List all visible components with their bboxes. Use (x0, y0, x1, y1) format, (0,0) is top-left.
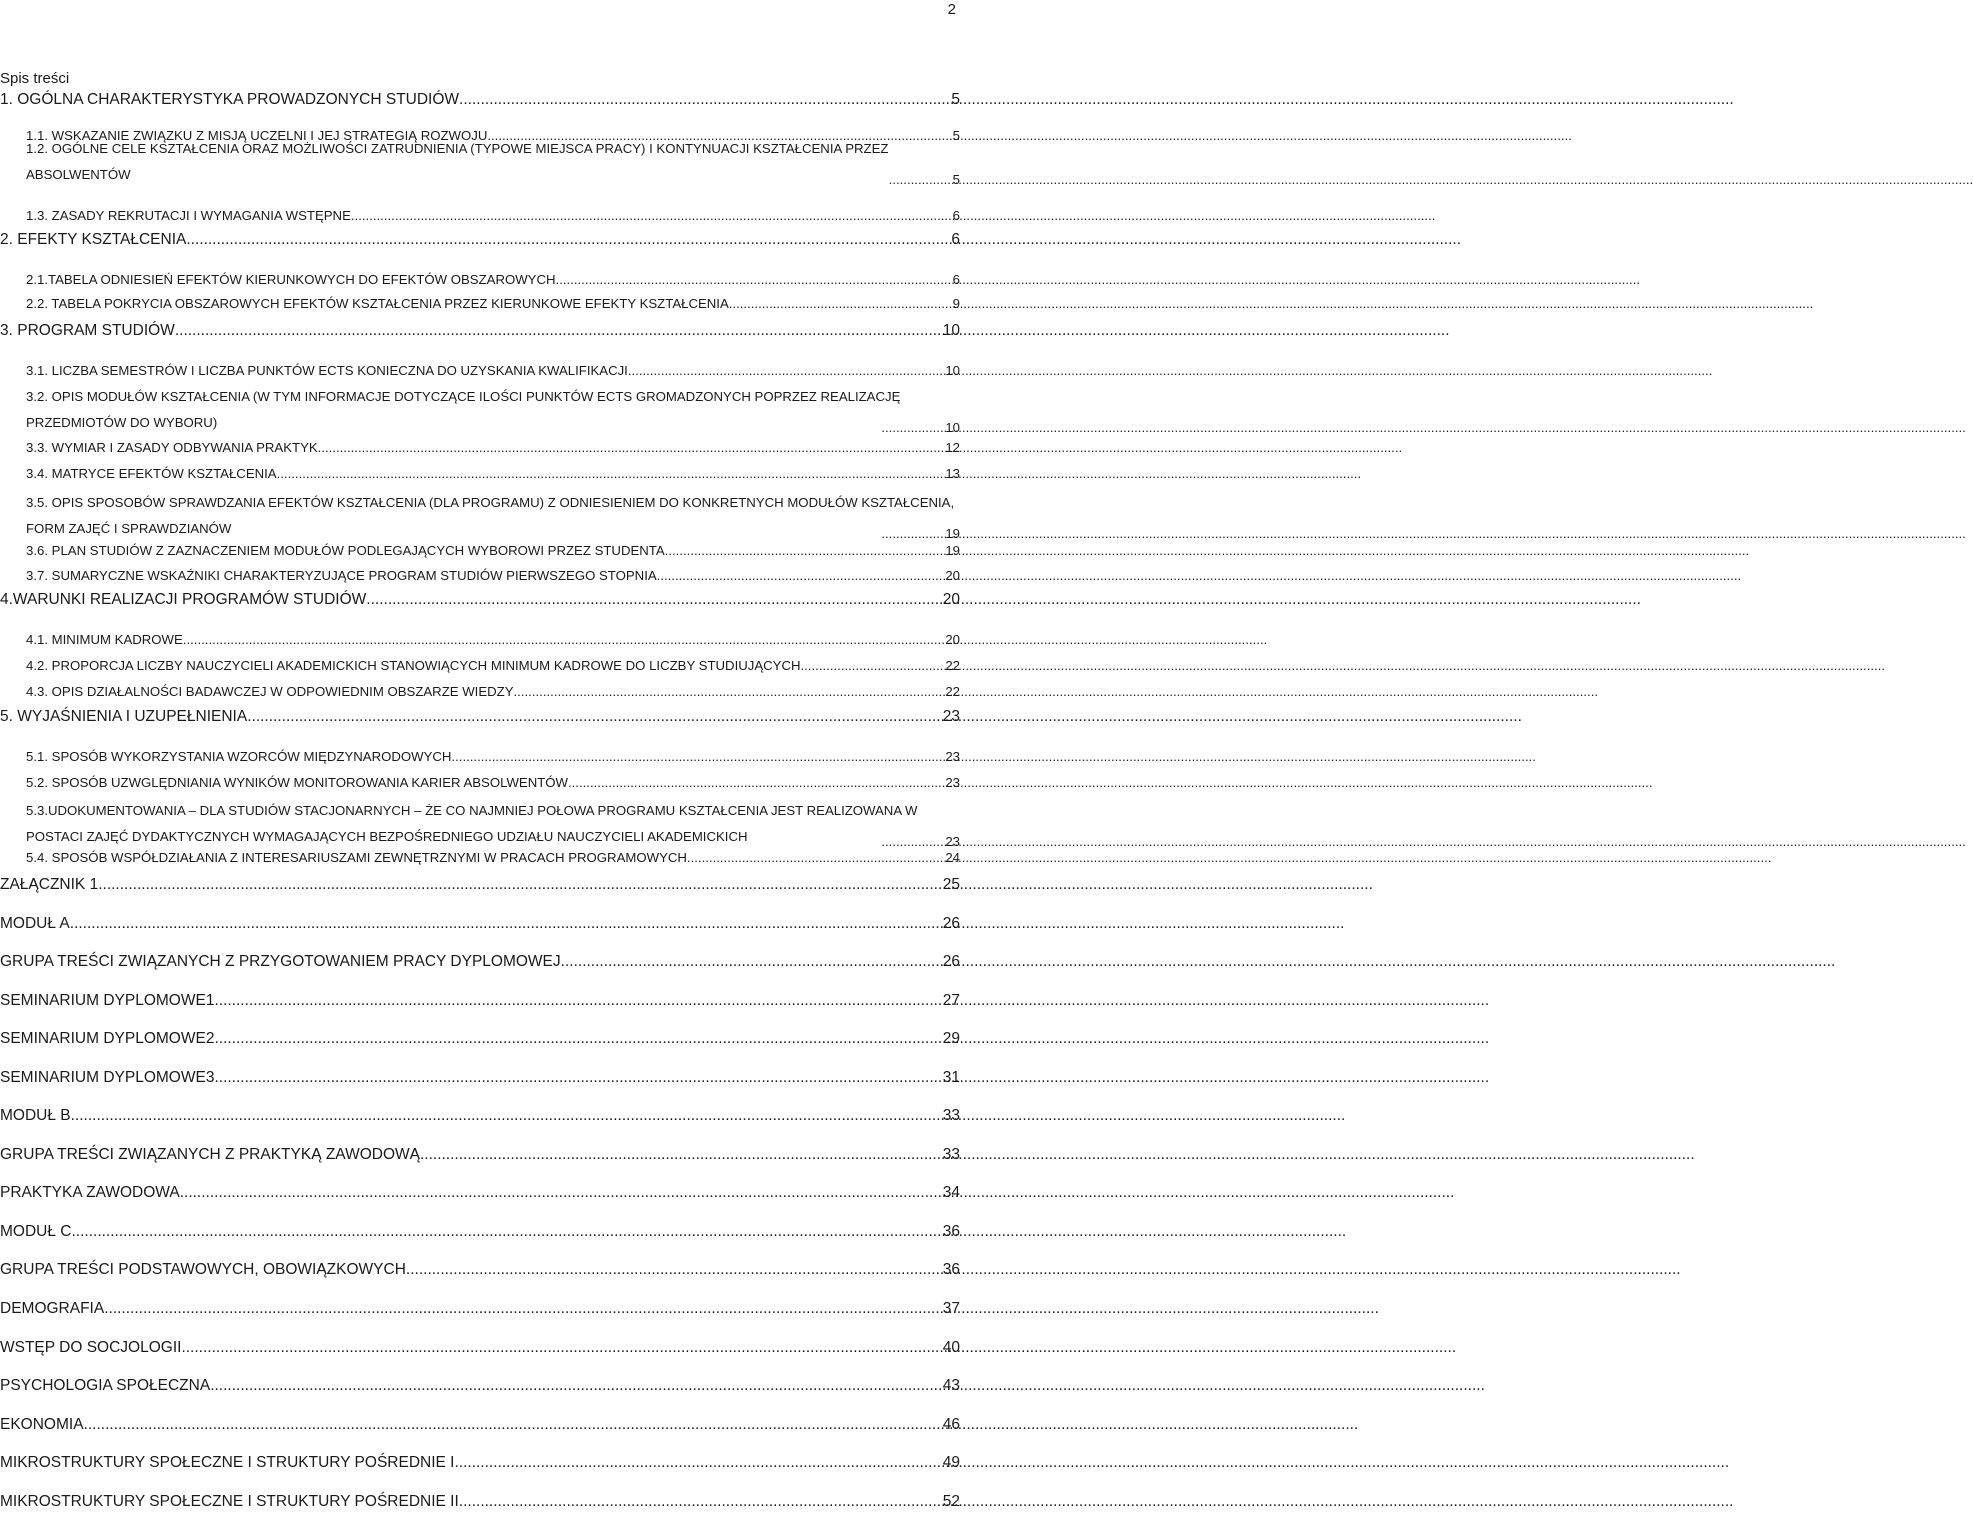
dot-leader (657, 566, 942, 586)
toc-entry-title: 3.4. MATRYCE EFEKTÓW KSZTAŁCENIA (26, 466, 277, 481)
toc-entry[interactable] (26, 136, 960, 188)
toc-entry-title: MIKROSTRUKTURY SPOŁECZNE I STRUKTURY POŚREDNIE II (0, 1493, 459, 1510)
toc-entry-page: 37 (942, 1300, 960, 1317)
toc-entry-title: 3.3. WYMIAR I ZASADY ODBYWANIA PRAKTYK (26, 440, 318, 455)
dot-leader (277, 464, 942, 484)
toc-entry-title: 5.2. SPOSÓB UZWGLĘDNIANIA WYNIKÓW MONITOROWANIA KARIER ABSOLWENTÓW (26, 775, 568, 790)
toc-entry-page: 10 (945, 363, 960, 378)
toc-entry-page: 20 (942, 591, 960, 608)
dot-leader (729, 294, 949, 314)
toc-entry-page: 27 (942, 992, 960, 1009)
toc-entry-title: 3.1. LICZBA SEMESTRÓW I LICZBA PUNKTÓW ECTS KONIECZNA DO UZYSKANIA KWALIFIKACJI (26, 363, 628, 378)
toc-entry-page: 33 (942, 1107, 960, 1124)
toc-entry[interactable] (0, 1068, 960, 1088)
toc-entry-title: EKONOMIA (0, 1416, 84, 1433)
toc-entry[interactable] (0, 230, 960, 250)
toc-entry-page: 6 (952, 272, 960, 287)
toc-entry[interactable] (0, 1106, 960, 1126)
dot-leader (180, 1183, 939, 1203)
toc-entry-title: 4.3. OPIS DZIAŁALNOŚCI BADAWCZEJ W ODPOWIEDNIM OBSZARZE WIEDZY (26, 684, 514, 699)
dot-leader (801, 656, 942, 676)
toc-entry-page: 5 (951, 91, 960, 108)
toc-entry-page: 49 (942, 1454, 960, 1471)
toc-entry-page: 43 (942, 1377, 960, 1394)
toc-entry[interactable] (0, 1415, 960, 1435)
dot-leader (214, 1029, 938, 1049)
toc-entry-page: 23 (945, 775, 960, 790)
toc-entry-title: PRAKTYKA ZAWODOWA (0, 1184, 180, 1201)
toc-entry[interactable] (26, 270, 960, 290)
toc-entry-page: 26 (942, 915, 960, 932)
dot-leader (210, 1376, 939, 1396)
toc-entry[interactable] (26, 630, 960, 650)
dot-leader (459, 1492, 939, 1512)
dot-leader (454, 1453, 938, 1473)
toc-entry[interactable] (0, 1453, 960, 1473)
dot-leader (71, 1222, 938, 1242)
toc-entry[interactable] (26, 294, 960, 314)
toc-entry-page: 25 (942, 876, 960, 893)
dot-leader (459, 90, 947, 110)
toc-entry[interactable] (26, 798, 960, 850)
toc-entry-title: MODUŁ C (0, 1223, 72, 1240)
dot-leader (186, 230, 947, 250)
toc-entry[interactable] (26, 384, 960, 436)
toc-entry-title: 4.2. PROPORCJA LICZBY NAUCZYCIELI AKADEMICKICH STANOWIĄCYCH MINIMUM KADROWE DO LICZBY STUDIUJĄCYCH (26, 658, 801, 673)
toc-entry[interactable] (0, 1260, 960, 1280)
dot-leader (84, 1415, 939, 1435)
toc-entry-title: GRUPA TREŚCI ZWIĄZANYCH Z PRAKTYKĄ ZAWODOWĄ (0, 1146, 420, 1163)
toc-entry-title: 3.7. SUMARYCZNE WSKAŹNIKI CHARAKTERYZUJĄCE PROGRAM STUDIÓW PIERWSZEGO STOPNIA (26, 568, 657, 583)
page-number: 2 (947, 1, 956, 18)
dot-leader (556, 270, 949, 290)
toc-entry-page: 29 (942, 1030, 960, 1047)
toc-entry-page: 33 (942, 1146, 960, 1163)
dot-leader (214, 991, 938, 1011)
toc-entry-page: 24 (945, 850, 960, 865)
toc-entry[interactable] (26, 490, 960, 542)
toc-entry-page: 19 (945, 526, 960, 541)
dot-leader (247, 707, 939, 727)
toc-entry[interactable] (26, 206, 960, 226)
toc-entry-page: 13 (945, 466, 960, 481)
dot-leader (351, 206, 949, 226)
toc-entry[interactable] (26, 541, 960, 561)
toc-entry-title: 3. PROGRAM STUDIÓW (0, 322, 175, 339)
toc-entry[interactable] (0, 90, 960, 110)
toc-entry[interactable] (0, 1183, 960, 1203)
toc-entry[interactable] (26, 438, 960, 458)
toc-entry[interactable] (26, 848, 960, 868)
toc-entry-page: 22 (945, 684, 960, 699)
toc-entry-title: 5. WYJAŚNIENIA I UZUPEŁNIENIA (0, 708, 248, 725)
dot-leader (881, 418, 941, 438)
toc-entry-title: GRUPA TREŚCI ZWIĄZANYCH Z PRZYGOTOWANIEM PRACY DYPLOMOWEJ (0, 953, 561, 970)
dot-leader (70, 914, 939, 934)
toc-entry[interactable] (0, 1338, 960, 1358)
toc-entry-page: 20 (945, 568, 960, 583)
toc-entry-page: 6 (952, 208, 960, 223)
toc-entry-title: 5.4. SPOSÓB WSPÓŁDZIAŁANIA Z INTERESARIUSZAMI ZEWNĘTRZNYMI W PRACACH PROGRAMOWYCH (26, 850, 687, 865)
toc-entry-title: 1.1. WSKAZANIE ZWIĄZKU Z MISJĄ UCZELNI I JEJ STRATEGIĄ ROZWOJU (26, 128, 488, 143)
dot-leader (687, 848, 941, 868)
toc-entry[interactable] (0, 1222, 960, 1242)
toc-entry[interactable] (0, 1492, 960, 1512)
toc-entry-title: MIKROSTRUKTURY SPOŁECZNE I STRUKTURY POŚREDNIE I (0, 1454, 455, 1471)
toc-entry[interactable] (0, 875, 960, 895)
toc-entry-title: 4.1. MINIMUM KADROWE (26, 632, 183, 647)
dot-leader (98, 875, 939, 895)
toc-entry-page: 23 (945, 749, 960, 764)
toc-entry-title: MODUŁ A (0, 915, 70, 932)
toc-entry[interactable] (26, 464, 960, 484)
toc-entry-page: 22 (945, 658, 960, 673)
toc-entry-title: MODUŁ B (0, 1107, 71, 1124)
toc-entry-title: 3.2. OPIS MODUŁÓW KSZTAŁCENIA (W TYM INFORMACJE DOTYCZĄCE ILOŚCI PUNKTÓW ECTS GROMADZONYCH POPRZEZ REALIZACJĘ PRZEDMIOTÓW DO WYBORU) (26, 389, 901, 430)
dot-leader (214, 1068, 938, 1088)
toc-entry-page: 19 (945, 543, 960, 558)
toc-entry-page: 52 (942, 1493, 960, 1510)
toc-entry-title: 3.6. PLAN STUDIÓW Z ZAZNACZENIEM MODUŁÓW PODLEGAJĄCYCH WYBOROWI PRZEZ STUDENTA (26, 543, 665, 558)
toc-entry-title: WSTĘP DO SOCJOLOGII (0, 1339, 182, 1356)
toc-entry[interactable] (26, 656, 960, 676)
toc-entry[interactable] (26, 682, 960, 702)
toc-entry[interactable] (0, 1145, 960, 1165)
toc-entry-title: 2.1.TABELA ODNIESIEŃ EFEKTÓW KIERUNKOWYCH DO EFEKTÓW OBSZAROWYCH (26, 272, 556, 287)
dot-leader (406, 1260, 939, 1280)
dot-leader (561, 952, 939, 972)
toc-entry-page: 5 (952, 128, 960, 143)
toc-entry-page: 36 (942, 1261, 960, 1278)
toc-entry-page: 26 (942, 953, 960, 970)
toc-entry-title: 2. EFEKTY KSZTAŁCENIA (0, 231, 187, 248)
dot-leader (183, 630, 942, 650)
toc-entry[interactable] (26, 566, 960, 586)
toc-entry-page: 23 (942, 708, 960, 725)
dot-leader (451, 747, 941, 767)
dot-leader (665, 541, 942, 561)
toc-entry-title: 4.WARUNKI REALIZACJI PROGRAMÓW STUDIÓW (0, 591, 367, 608)
toc-entry-page: 31 (942, 1069, 960, 1086)
dot-leader (318, 438, 942, 458)
dot-leader (628, 361, 941, 381)
toc-entry[interactable] (0, 914, 960, 934)
dot-leader (104, 1299, 939, 1319)
toc-entry[interactable] (0, 1029, 960, 1049)
toc-entry-page: 46 (942, 1416, 960, 1433)
dot-leader (181, 1338, 938, 1358)
toc-entry-title: 1. OGÓLNA CHARAKTERYSTYKA PROWADZONYCH STUDIÓW (0, 91, 460, 108)
toc-entry-title: 3.5. OPIS SPOSOBÓW SPRAWDZANIA EFEKTÓW KSZTAŁCENIA (DLA PROGRAMU) Z ODNIESIENIEM DO KONKRETNYCH MODUŁÓW KSZTAŁCENIA, FORM ZAJĘĆ I SPRAWDZIANÓW (26, 495, 955, 536)
toc-entry-page: 5 (952, 172, 960, 187)
toc-entry[interactable] (26, 747, 960, 767)
toc-entry[interactable] (0, 991, 960, 1011)
toc-entry[interactable] (0, 1376, 960, 1396)
toc-entry-title: 5.1. SPOSÓB WYKORZYSTANIA WZORCÓW MIĘDZYNARODOWYCH (26, 749, 452, 764)
toc-entry[interactable] (0, 321, 960, 341)
toc-entry[interactable] (26, 361, 960, 381)
toc-entry-title: 2.2. TABELA POKRYCIA OBSZAROWYCH EFEKTÓW KSZTAŁCENIA PRZEZ KIERUNKOWE EFEKTY KSZTAŁCENIA (26, 296, 729, 311)
toc-entry-title: ZAŁĄCZNIK 1 (0, 876, 99, 893)
dot-leader (366, 590, 938, 610)
toc-entry-title: SEMINARIUM DYPLOMOWE1 (0, 992, 215, 1009)
toc-entry-page: 20 (945, 632, 960, 647)
toc-entry-title: PSYCHOLOGIA SPOŁECZNA (0, 1377, 211, 1394)
toc-entry[interactable] (0, 707, 960, 727)
toc-entry-page: 9 (952, 296, 960, 311)
toc-entry-page: 34 (942, 1184, 960, 1201)
toc-entry-page: 10 (945, 420, 960, 435)
toc-entry-title: SEMINARIUM DYPLOMOWE2 (0, 1030, 215, 1047)
toc-entry-page: 10 (942, 322, 960, 339)
toc-entry[interactable] (0, 590, 960, 610)
dot-leader (175, 321, 939, 341)
toc-heading: Spis treści (0, 70, 70, 87)
toc-entry-title: SEMINARIUM DYPLOMOWE3 (0, 1069, 215, 1086)
dot-leader (71, 1106, 939, 1126)
toc-entry-title: 5.3.UDOKUMENTOWANIA – DLA STUDIÓW STACJONARNYCH – ŻE CO NAJMNIEJ POŁOWA PROGRAMU KSZTAŁCENIA JEST REALIZOWANA W POSTACI ZAJĘĆ DYDAKTYCZNYCH WYMAGAJĄCYCH BEZPOŚREDNIEGO UDZIAŁU NAUCZYCIELI AKADEMICKICH (26, 803, 918, 844)
toc-entry-title: DEMOGRAFIA (0, 1300, 105, 1317)
toc-entry-title: 1.2. OGÓLNE CELE KSZTAŁCENIA ORAZ MOŻLIWOŚCI ZATRUDNIENIA (TYPOWE MIEJSCA PRACY) I KONTYNUACJI KSZTAŁCENIA PRZEZ ABSOLWENTÓW (26, 141, 889, 182)
dot-leader (889, 170, 949, 190)
toc-entry-title: GRUPA TREŚCI PODSTAWOWYCH, OBOWIĄZKOWYCH (0, 1261, 406, 1278)
toc-entry[interactable] (0, 1299, 960, 1319)
toc-entry[interactable] (0, 952, 960, 972)
toc-entry-page: 12 (945, 440, 960, 455)
toc-entry-page: 40 (942, 1339, 960, 1356)
dot-leader (420, 1145, 939, 1165)
dot-leader (514, 682, 942, 702)
toc-entry[interactable] (26, 773, 960, 793)
toc-entry-page: 6 (951, 231, 960, 248)
toc-entry-page: 23 (945, 834, 960, 849)
toc-entry-page: 36 (942, 1223, 960, 1240)
toc-entry-title: 1.3. ZASADY REKRUTACJI I WYMAGANIA WSTĘPNE (26, 208, 351, 223)
dot-leader (568, 773, 941, 793)
